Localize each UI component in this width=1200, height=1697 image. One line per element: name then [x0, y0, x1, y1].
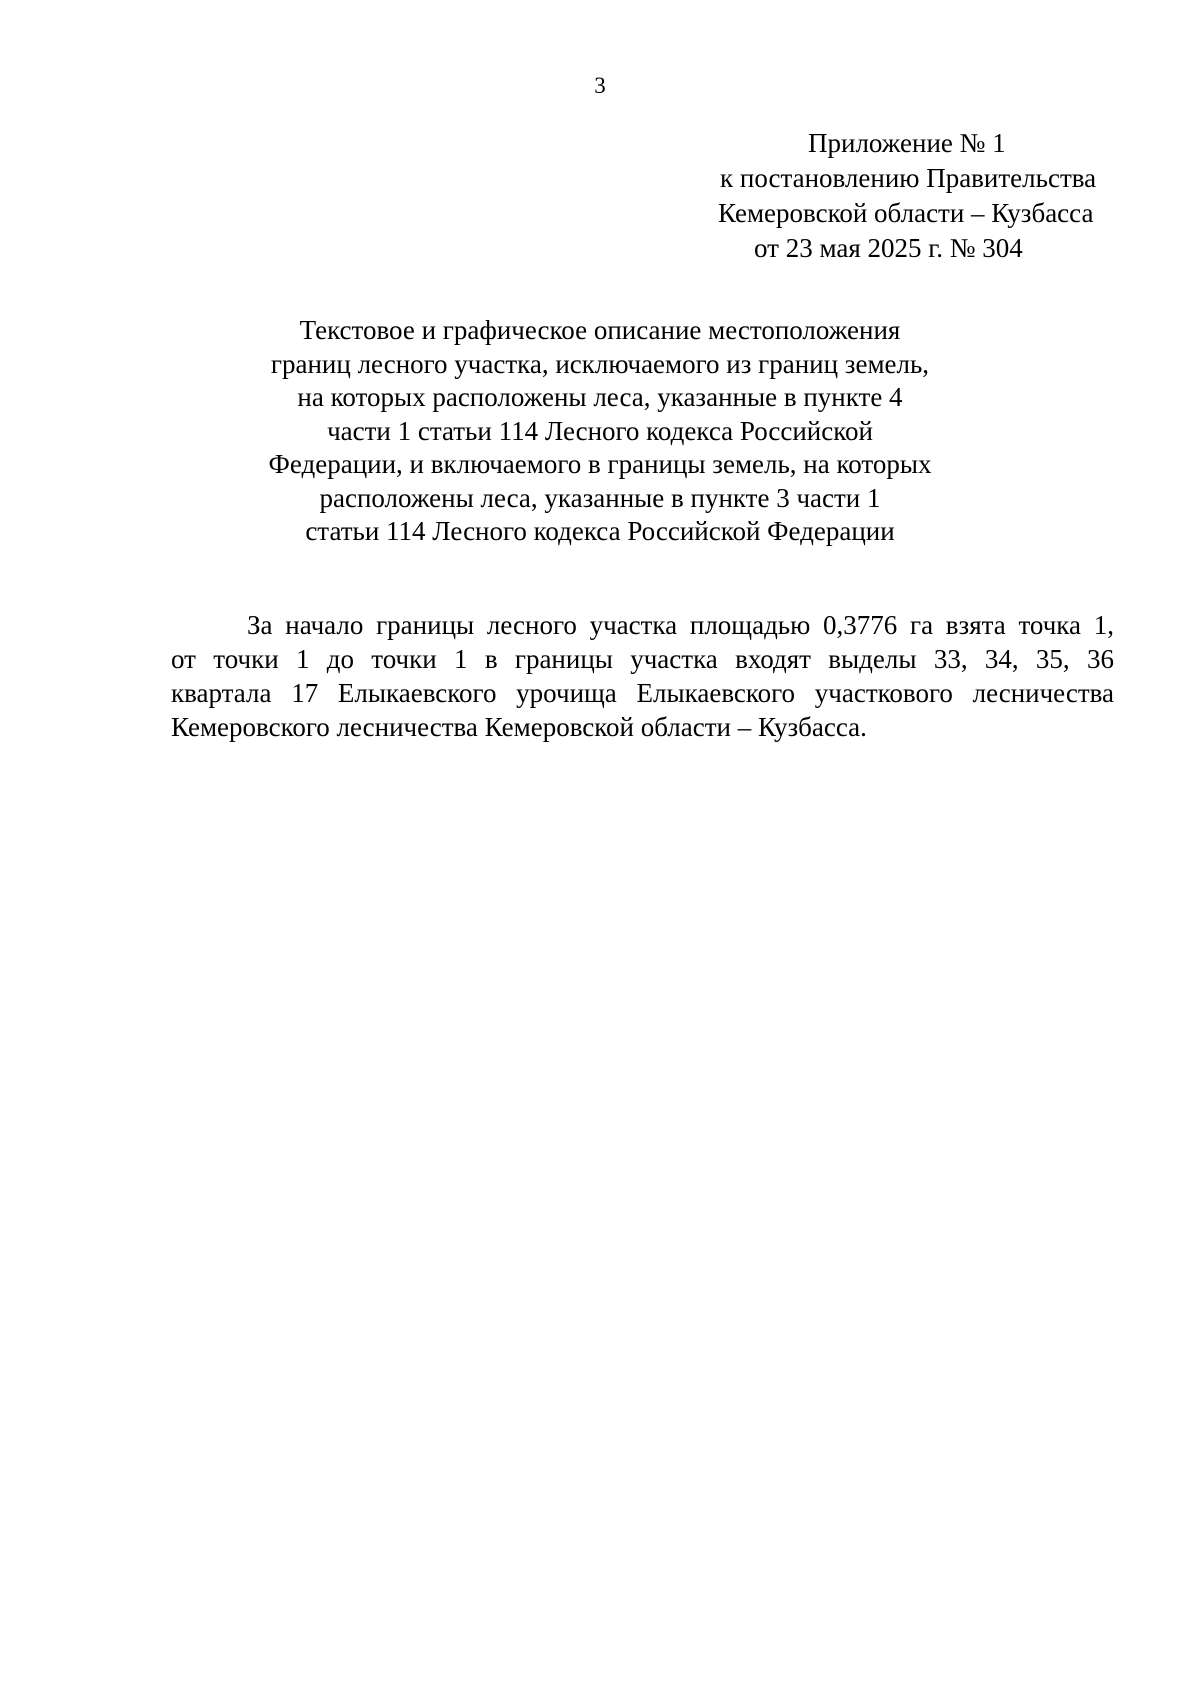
body-line: Кемеровского лесничества Кемеровской области – Кузбасса.	[171, 712, 867, 742]
title-line: статьи 114 Лесного кодекса Российской Федерации	[305, 516, 895, 546]
appendix-title: Приложение № 1	[808, 128, 1006, 158]
body-line: от точки 1 до точки 1 в границы участка входят выделы 33, 34, 35, 36	[171, 644, 1114, 674]
title-line: на которых расположены леса, указанные в пункте 4	[297, 382, 903, 412]
appendix-region: Кемеровской области – Кузбасса	[718, 198, 1094, 228]
appendix-header	[700, 126, 1140, 266]
title-line: расположены леса, указанные в пункте 3 части 1	[319, 482, 881, 513]
body-line: За начало границы лесного участка площадью 0,3776 га взята точка 1,	[247, 610, 1114, 640]
title-line: границ лесного участка, исключаемого из границ земель,	[270, 348, 930, 379]
title-line: Федерации, и включаемого в границы земель, на которых	[268, 449, 932, 479]
title-line: части 1 статьи 114 Лесного кодекса Российской	[327, 415, 873, 446]
body-line: квартала 17 Елыкаевского урочища Елыкаевского участкового лесничества	[171, 678, 1114, 708]
page-number: 3	[594, 73, 606, 98]
body-paragraph	[171, 608, 1114, 744]
appendix-date-number: от 23 мая 2025 г. № 304	[754, 233, 1023, 263]
document-title	[0, 314, 1200, 549]
title-line: Текстовое и графическое описание местоположения	[299, 315, 901, 345]
appendix-reference: к постановлению Правительства	[720, 163, 1097, 193]
